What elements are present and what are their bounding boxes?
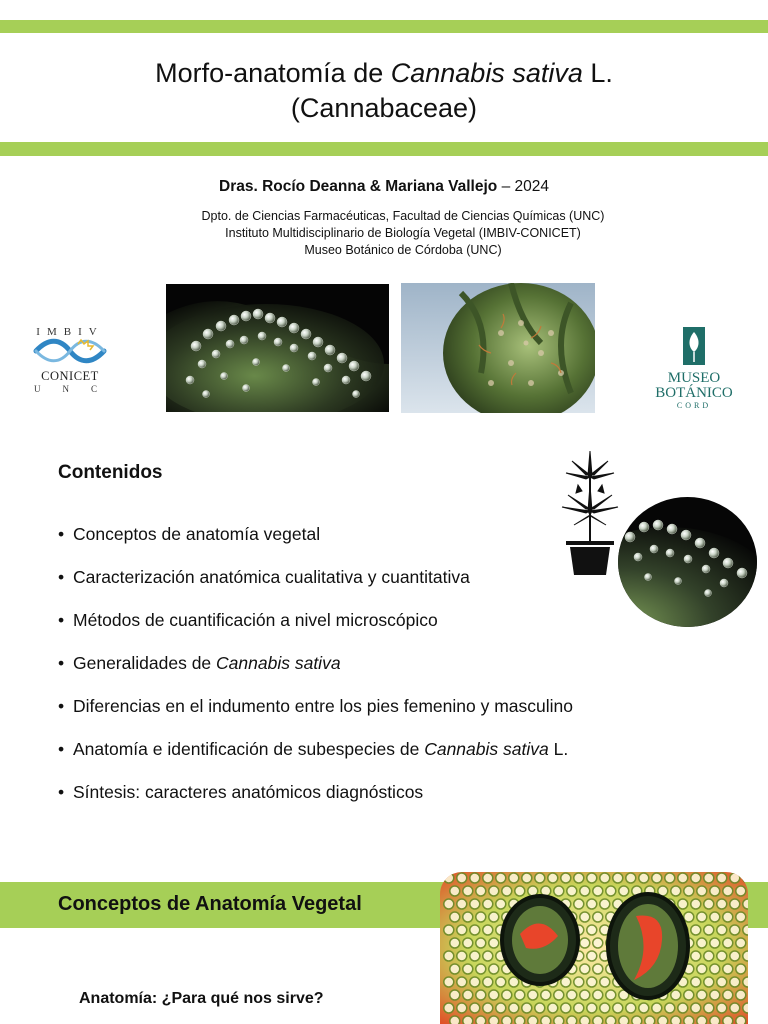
logo-imbiv-text: IMBIV: [36, 326, 104, 338]
contents-list: [58, 520, 573, 821]
contents-list-item: • Síntesis: caracteres anatómicos diagnósticos: [58, 778, 573, 821]
subsection-title: Anatomía: ¿Para qué nos sirve?: [79, 990, 324, 1007]
museo-leaf-icon: [682, 326, 706, 366]
logo-botanico-text: BOTÁNICO: [655, 385, 733, 401]
contents-list-item: • Generalidades de Cannabis sativa: [58, 649, 573, 692]
top-accent-band: [0, 20, 768, 33]
plant-tissue-micrograph: [440, 872, 748, 1024]
logo-conicet-text: CONICET: [41, 369, 99, 383]
affiliation-2: Instituto Multidisciplinario de Biología Vegetal (IMBIV-CONICET): [225, 226, 581, 240]
contents-heading: Contenidos: [58, 462, 163, 483]
affiliation-3: Museo Botánico de Córdoba (UNC): [304, 243, 502, 257]
contents-list-item: • Métodos de cuantificación a nivel microscópico: [58, 606, 573, 649]
logo-museo-text: MUSEO: [667, 370, 721, 386]
affiliation-1: Dpto. de Ciencias Farmacéuticas, Facultad de Ciencias Químicas (UNC): [201, 209, 605, 223]
contents-list-item: • Conceptos de anatomía vegetal: [58, 520, 573, 563]
title-accent-band: [0, 142, 768, 156]
conicet-wave-icon: [26, 338, 114, 364]
cannabis-bud-photo: [401, 283, 595, 413]
contents-list-item: • Anatomía e identificación de subespecies de Cannabis sativa L.: [58, 735, 573, 778]
section-title: Conceptos de Anatomía Vegetal: [58, 893, 362, 915]
authors-line: Dras. Rocío Deanna & Mariana Vallejo – 2024: [219, 178, 549, 195]
museo-botanico-logo: [648, 326, 740, 410]
logo-unc-text: UNC: [34, 384, 120, 394]
logo-cord-text: CORD: [676, 401, 712, 410]
document-title-line2: (Cannabaceae): [290, 93, 478, 123]
document-title: Morfo-anatomía de Cannabis sativa L.: [155, 58, 613, 88]
contents-list-item: • Caracterización anatómica cualitativa y cuantitativa: [58, 563, 573, 606]
plant-pot-icon: [552, 445, 628, 577]
trichomes-closeup-photo: [618, 497, 757, 627]
trichomes-photo: [166, 284, 389, 412]
contents-list-item: • Diferencias en el indumento entre los pies femenino y masculino: [58, 692, 573, 735]
imbiv-conicet-logo: [26, 326, 120, 408]
